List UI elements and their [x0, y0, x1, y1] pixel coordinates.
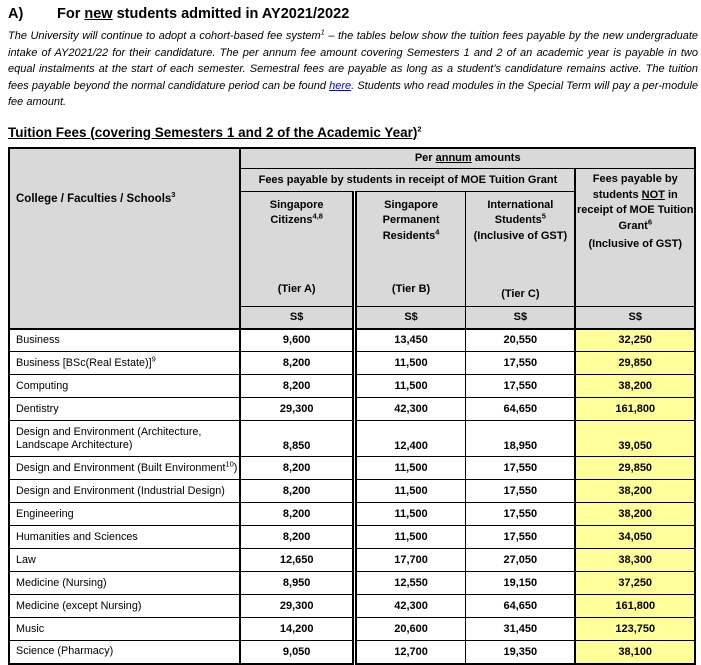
fee-cell-no-grant: 123,750 — [575, 618, 695, 641]
table-row — [9, 421, 695, 457]
fee-cell-no-grant: 38,100 — [575, 641, 695, 664]
fee-cell: 18,950 — [466, 421, 576, 457]
fee-cell: 8,850 — [240, 421, 354, 457]
fee-cell-no-grant: 38,200 — [575, 375, 695, 398]
fee-cell-no-grant: 161,800 — [575, 595, 695, 618]
fee-cell: 20,600 — [354, 618, 465, 641]
row-label: Design and Environment (Architecture, Landscape Architecture) — [9, 421, 240, 457]
fee-cell: 8,950 — [240, 572, 354, 595]
fee-cell: 12,650 — [240, 549, 354, 572]
fee-cell: 64,650 — [466, 595, 576, 618]
table-row — [9, 549, 695, 572]
footnote-marker: 5 — [541, 211, 546, 221]
row-label: Dentistry — [9, 398, 240, 421]
fee-cell: 14,200 — [240, 618, 354, 641]
college-faculties-schools-header: College / Faculties / Schools$^3$ — [9, 148, 240, 329]
fee-cell-no-grant: 38,200 — [575, 503, 695, 526]
fee-cell: 11,500 — [354, 503, 465, 526]
tier-label: (Tier B) — [391, 282, 431, 295]
row-label: Business [BSc(Real Estate)]$^9$ — [9, 352, 240, 375]
footnote-marker: 2 — [417, 124, 422, 133]
fee-cell: 17,550 — [466, 480, 576, 503]
table-row — [9, 572, 695, 595]
section-heading — [8, 5, 696, 23]
fee-cell: 31,450 — [466, 618, 576, 641]
column-name: Singapore Permanent Residents$^4$ — [382, 198, 440, 242]
fee-cell-no-grant: 29,850 — [575, 457, 695, 480]
table-row — [9, 503, 695, 526]
footnote-marker: 4,8 — [312, 211, 323, 221]
footnote-marker: 10 — [225, 458, 234, 468]
moe-grant-header: Fees payable by students in receipt of MOE Tuition Grant — [240, 169, 575, 192]
footnote-marker: 3 — [171, 189, 176, 199]
intro-paragraph: The University will continue to adopt a cohort-based fee system$^1$ – the tables below show the tuition fees payable by the new undergraduate intake of AY2021/22 for their candidature. The per annum fee amount covering Semesters 1 and 2 of an academic year is payable in two equal instalments at the start of each semester. Semestral fees are payable as long as a student’s candidature remains active. The tuition fees payable beyond the normal candidature period can be found here. Students who read modules in the Special Term will pay a per-module fee amount. — [8, 27, 699, 108]
fee-column-header — [240, 192, 354, 307]
column-name: Singapore Citizens$^{4,8}$ — [269, 198, 324, 226]
fee-cell: 9,600 — [240, 329, 354, 352]
fee-cell: 9,050 — [240, 641, 354, 664]
fee-column-header — [466, 192, 576, 307]
fee-cell: 29,300 — [240, 398, 354, 421]
fee-cell: 17,550 — [466, 457, 576, 480]
fee-cell: 8,200 — [240, 503, 354, 526]
table-row — [9, 398, 695, 421]
fee-cell: 64,650 — [466, 398, 576, 421]
row-label: Medicine (Nursing) — [9, 572, 240, 595]
fee-cell: 11,500 — [354, 352, 465, 375]
table-row — [9, 618, 695, 641]
fee-cell-no-grant: 161,800 — [575, 398, 695, 421]
currency-header: S$ — [575, 307, 695, 329]
table-row — [9, 352, 695, 375]
here-link[interactable]: here — [329, 79, 352, 92]
row-label: Design and Environment (Built Environment$^{10}$) — [9, 457, 240, 480]
row-label: Medicine (except Nursing) — [9, 595, 240, 618]
no-grant-column-header — [575, 169, 695, 307]
fee-cell: 20,550 — [466, 329, 576, 352]
row-label: Computing — [9, 375, 240, 398]
row-label: Engineering — [9, 503, 240, 526]
per-annum-amounts-header: Per annum amounts — [240, 148, 695, 169]
gst-note: (Inclusive of GST) — [588, 238, 682, 250]
fee-cell: 8,200 — [240, 526, 354, 549]
table-row — [9, 641, 695, 664]
fee-cell: 11,500 — [354, 375, 465, 398]
fee-cell: 12,700 — [354, 641, 465, 664]
fee-cell: 12,400 — [354, 421, 465, 457]
fee-cell: 17,550 — [466, 503, 576, 526]
fee-cell: 11,500 — [354, 480, 465, 503]
tier-label: (Tier A) — [277, 282, 316, 295]
footnote-marker: 1 — [320, 27, 325, 37]
fee-cell: 12,550 — [354, 572, 465, 595]
row-label: Law — [9, 549, 240, 572]
table-row — [9, 457, 695, 480]
fee-cell: 8,200 — [240, 480, 354, 503]
fee-cell-no-grant: 39,050 — [575, 421, 695, 457]
fee-column-header — [354, 192, 465, 307]
currency-header: S$ — [354, 307, 465, 329]
footnote-marker: 6 — [647, 216, 652, 226]
fee-cell-no-grant: 32,250 — [575, 329, 695, 352]
table-row — [9, 526, 695, 549]
fee-cell-no-grant: 38,300 — [575, 549, 695, 572]
fee-cell: 17,550 — [466, 375, 576, 398]
row-label: Humanities and Sciences — [9, 526, 240, 549]
section-title: For new students admitted in AY2021/2022 — [57, 6, 350, 22]
fee-cell: 8,200 — [240, 352, 354, 375]
table-row — [9, 375, 695, 398]
section-label: A) — [8, 6, 24, 22]
fee-cell: 29,300 — [240, 595, 354, 618]
footnote-marker: 4 — [435, 226, 440, 236]
fee-cell: 19,350 — [466, 641, 576, 664]
currency-header: S$ — [240, 307, 354, 329]
fee-cell-no-grant: 37,250 — [575, 572, 695, 595]
fee-cell-no-grant: 38,200 — [575, 480, 695, 503]
table-title: Tuition Fees (covering Semesters 1 and 2 of the Academic Year)$^2$ — [8, 124, 422, 140]
fee-cell: 42,300 — [354, 398, 465, 421]
row-label: Design and Environment (Industrial Design) — [9, 480, 240, 503]
fee-cell: 42,300 — [354, 595, 465, 618]
row-label: Science (Pharmacy) — [9, 641, 240, 664]
tier-label: (Tier C) — [501, 287, 540, 300]
fee-cell: 17,700 — [354, 549, 465, 572]
fee-cell: 13,450 — [354, 329, 465, 352]
footnote-marker: 9 — [151, 353, 156, 363]
table-row — [9, 480, 695, 503]
no-grant-header-text: Fees payable by students NOT in receipt of MOE Tuition Grant$^6$ — [576, 173, 694, 232]
fee-cell: 8,200 — [240, 457, 354, 480]
tuition-fees-table — [8, 147, 696, 665]
fee-cell: 19,150 — [466, 572, 576, 595]
column-name: International Students$^5$ (Inclusive of GST) — [473, 198, 568, 242]
fee-cell: 27,050 — [466, 549, 576, 572]
fee-cell-no-grant: 34,050 — [575, 526, 695, 549]
fee-cell: 11,500 — [354, 457, 465, 480]
table-row — [9, 329, 695, 352]
fee-cell: 17,550 — [466, 352, 576, 375]
row-label: Music — [9, 618, 240, 641]
fee-cell: 11,500 — [354, 526, 465, 549]
fee-cell: 17,550 — [466, 526, 576, 549]
currency-header: S$ — [466, 307, 576, 329]
row-label: Business — [9, 329, 240, 352]
table-row — [9, 595, 695, 618]
fee-cell: 8,200 — [240, 375, 354, 398]
fee-cell-no-grant: 29,850 — [575, 352, 695, 375]
